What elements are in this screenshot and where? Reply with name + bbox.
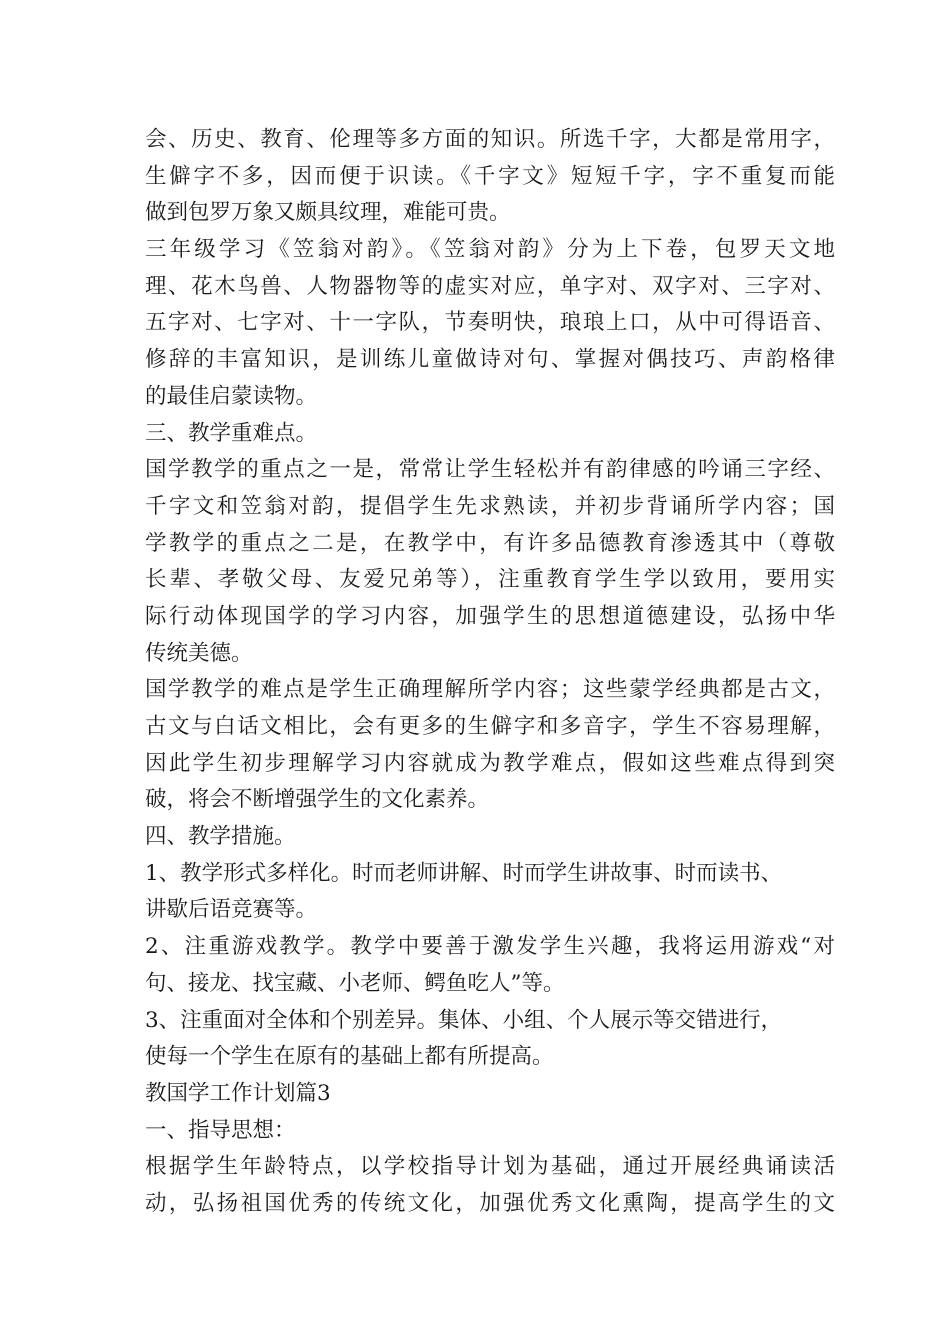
text-line: 修辞的丰富知识，是训练儿童做诗对句、掌握对偶技巧、声韵格律 [145, 347, 835, 373]
text-line: 2、注重游戏教学。教学中要善于激发学生兴趣，我将运用游戏“对 [145, 934, 835, 960]
text-line: 1、教学形式多样化。时而老师讲解、时而学生讲故事、时而读书、 [145, 860, 783, 886]
text-line: 讲歇后语竞赛等。 [145, 897, 318, 923]
text-line: 一、指导思想： [145, 1117, 296, 1143]
text-line: 教国学工作计划篇3 [145, 1080, 331, 1106]
text-line: 的最佳启蒙读物。 [145, 383, 318, 409]
text-line: 国学教学的难点是学生正确理解所学内容；这些蒙学经典都是古文， [145, 677, 835, 703]
text-line: 根据学生年龄特点，以学校指导计划为基础，通过开展经典诵读活 [145, 1154, 835, 1180]
text-line: 理、花木鸟兽、人物器物等的虚实对应，单字对、双字对、三字对、 [145, 273, 835, 299]
text-line: 使每一个学生在原有的基础上都有所提高。 [145, 1044, 554, 1070]
text-line: 三年级学习《笠翁对韵》。《笠翁对韵》分为上下卷，包罗天文地 [145, 237, 835, 263]
text-line: 会、历史、教育、伦理等多方面的知识。所选千字，大都是常用字， [145, 127, 835, 152]
text-line: 长辈、孝敬父母、友爱兄弟等），注重教育学生学以致用，要用实 [145, 567, 835, 593]
text-line: 动，弘扬祖国优秀的传统文化，加强优秀文化熏陶，提高学生的文 [145, 1190, 835, 1216]
text-line: 生僻字不多，因而便于识读。《千字文》短短千字，字不重复而能 [145, 163, 835, 189]
text-line: 3、注重面对全体和个别差异。集体、小组、个人展示等交错进行， [145, 1007, 783, 1033]
text-line: 古文与白话文相比，会有更多的生僻字和多音字，学生不容易理解， [145, 714, 835, 739]
text-line: 千字文和笠翁对韵，提倡学生先求熟读，并初步背诵所学内容；国 [145, 493, 835, 519]
text-line: 句、接龙、找宝藏、小老师、鳄鱼吃人”等。 [145, 970, 565, 996]
text-line: 因此学生初步理解学习内容就成为教学难点，假如这些难点得到突 [145, 750, 835, 776]
text-line: 做到包罗万象又颇具纹理，难能可贵。 [145, 200, 511, 226]
text-line: 四、教学措施。 [145, 824, 296, 850]
text-line: 际行动体现国学的学习内容，加强学生的思想道德建设，弘扬中华 [145, 603, 835, 629]
text-line: 破，将会不断增强学生的文化素养。 [145, 787, 490, 813]
text-line: 传统美德。 [145, 640, 253, 666]
text-line: 五字对、七字对、十一字队，节奏明快，琅琅上口，从中可得语音、 [145, 310, 835, 336]
text-line: 学教学的重点之二是，在教学中，有许多品德教育渗透其中（尊敬 [145, 530, 835, 556]
text-line: 三、教学重难点。 [145, 420, 318, 446]
document-body [145, 122, 835, 1223]
text-line: 国学教学的重点之一是，常常让学生轻松并有韵律感的吟诵三字经、 [145, 457, 835, 483]
